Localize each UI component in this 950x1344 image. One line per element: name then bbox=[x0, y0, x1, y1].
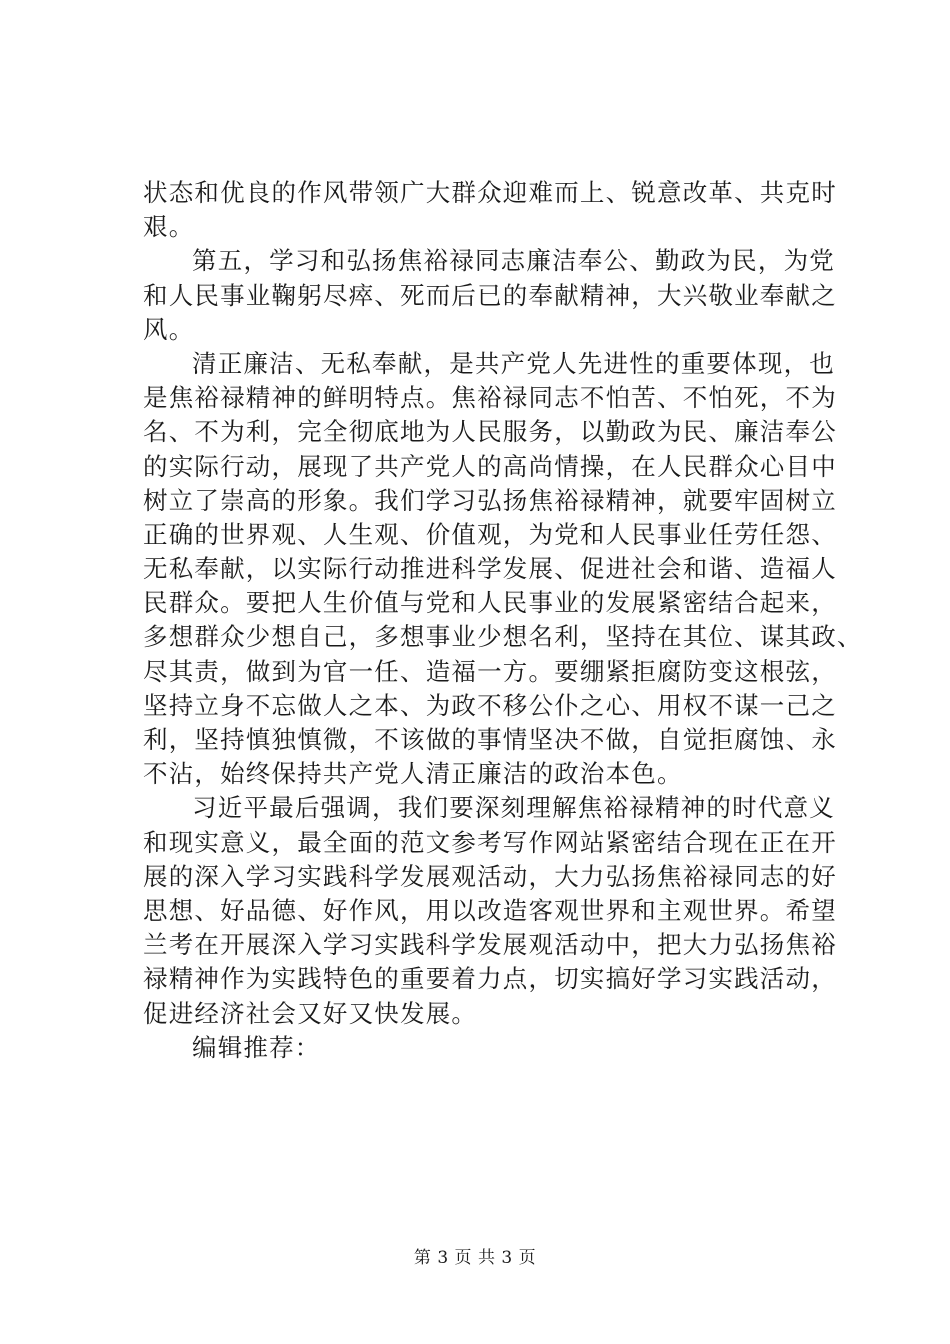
text-line: 展的深入学习实践科学发展观活动，大力弘扬焦裕禄同志的好 bbox=[143, 861, 837, 891]
text-line: 思想、好品德、好作风，用以改造客观世界和主观世界。希望 bbox=[143, 895, 837, 925]
text-line: 坚持立身不忘做人之本、为政不移公仆之心、用权不谋一己之 bbox=[143, 690, 837, 720]
text-line: 状态和优良的作风带领广大群众迎难而上、锐意改革、共克时 bbox=[143, 178, 837, 207]
text-line: 多想群众少想自己，多想事业少想名利，坚持在其位、谋其政、 bbox=[143, 622, 863, 652]
text-line: 风。 bbox=[143, 314, 195, 344]
page-footer: 第 3 页 共 3 页 bbox=[413, 1248, 537, 1268]
text-line: 的实际行动，展现了共产党人的高尚情操，在人民群众心目中 bbox=[143, 451, 837, 481]
text-line: 和现实意义，最全面的范文参考写作网站紧密结合现在正在开 bbox=[143, 827, 837, 857]
text-line: 禄精神作为实践特色的重要着力点，切实搞好学习实践活动， bbox=[143, 964, 837, 994]
text-line: 民群众。要把人生价值与党和人民事业的发展紧密结合起来， bbox=[143, 588, 837, 618]
text-line: 无私奉献，以实际行动推进科学发展、促进社会和谐、造福人 bbox=[143, 554, 837, 584]
text-line: 树立了崇高的形象。我们学习弘扬焦裕禄精神，就要牢固树立 bbox=[143, 485, 837, 515]
text-line: 第五，学习和弘扬焦裕禄同志廉洁奉公、勤政为民，为党 bbox=[192, 246, 835, 276]
text-line: 兰考在开展深入学习实践科学发展观活动中，把大力弘扬焦裕 bbox=[143, 930, 837, 960]
text-line: 正确的世界观、人生观、价值观，为党和人民事业任劳任怨、 bbox=[143, 519, 837, 549]
text-line: 不沾，始终保持共产党人清正廉洁的政治本色。 bbox=[143, 759, 683, 789]
text-line: 促进经济社会又好又快发展。 bbox=[143, 998, 478, 1028]
text-line: 艰。 bbox=[143, 212, 195, 242]
text-line: 和人民事业鞠躬尽瘁、死而后已的奉献精神，大兴敬业奉献之 bbox=[143, 280, 837, 310]
text-line: 利，坚持慎独慎微，不该做的事情坚决不做，自觉拒腐蚀、永 bbox=[143, 725, 837, 754]
text-line: 名、不为利，完全彻底地为人民服务，以勤政为民、廉洁奉公 bbox=[143, 417, 837, 447]
text-line: 编辑推荐： bbox=[192, 1032, 321, 1062]
text-line: 尽其责，做到为官一任、造福一方。要绷紧拒腐防变这根弦， bbox=[143, 656, 837, 686]
text-line: 清正廉洁、无私奉献，是共产党人先进性的重要体现，也 bbox=[192, 348, 835, 378]
text-line: 是焦裕禄精神的鲜明特点。焦裕禄同志不怕苦、不怕死，不为 bbox=[143, 383, 837, 413]
text-line: 习近平最后强调，我们要深刻理解焦裕禄精神的时代意义 bbox=[192, 793, 835, 823]
document-body bbox=[143, 176, 863, 1065]
